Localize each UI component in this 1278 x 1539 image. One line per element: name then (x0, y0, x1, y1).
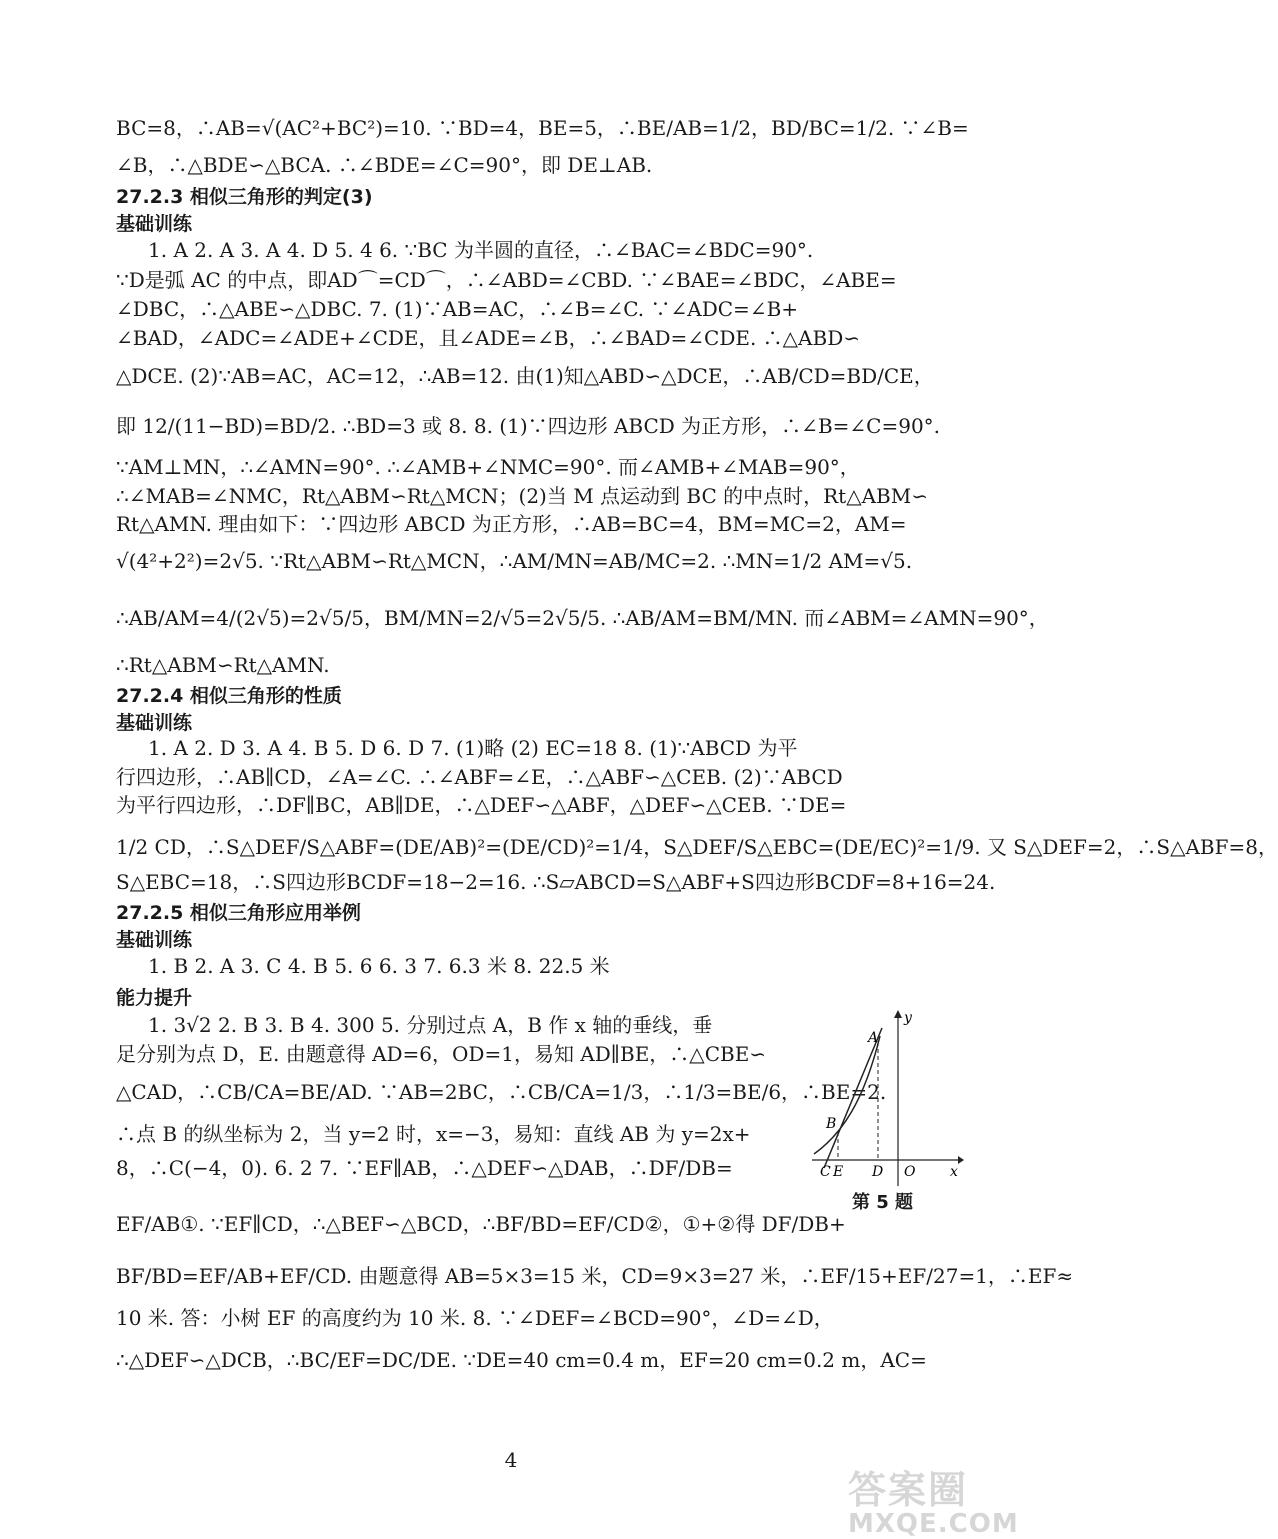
text-line: ∴△DEF∽△DCB，∴BC/EF=DC/DE. ∵DE=40 cm=0.4 m，EF=20 cm=0.2 m，AC= (116, 1348, 927, 1372)
section-title: 27.2.3 相似三角形的判定(3) (116, 186, 373, 208)
text-line: EF/AB①. ∵EF∥CD，∴△BEF∽△BCD，∴BF/BD=EF/CD②，①+②得 DF/DB+ (116, 1212, 846, 1236)
text-line: ∠DBC，∴△ABE∽△DBC. 7. (1)∵AB=AC，∴∠B=∠C. ∵∠ADC=∠B+ (116, 297, 799, 321)
text-line: 1. A 2. D 3. A 4. B 5. D 6. D 7. (1)略 (2) EC=18 8. (1)∵ABCD 为平 (148, 736, 798, 760)
text-line: 1. B 2. A 3. C 4. B 5. 6 6. 3 7. 6.3 米 8. 22.5 米 (148, 954, 610, 978)
text-line: ∴AB/AM=4/(2√5)=2√5/5，BM/MN=2/√5=2√5/5. ∴AB/AM=BM/MN. 而∠ABM=∠AMN=90°， (116, 606, 1049, 630)
point-label-D: D (872, 1164, 884, 1180)
point-label-A: A (868, 1030, 879, 1046)
figure-caption: 第 5 题 (852, 1192, 914, 1213)
text-line: ∴点 B 的纵坐标为 2，当 y=2 时，x=−3，易知：直线 AB 为 y=2x+ (116, 1122, 751, 1146)
text-line: √(4²+2²)=2√5. ∵Rt△ABM∽Rt△MCN，∴AM/MN=AB/MC=2. ∴MN=1/2 AM=√5. (116, 549, 913, 573)
text-line: ∵AM⊥MN，∴∠AMN=90°. ∴∠AMB+∠NMC=90°. 而∠AMB+∠MAB=90°， (116, 455, 860, 479)
section-subtitle: 基础训练 (116, 213, 193, 235)
text-line: △DCE. (2)∵AB=AC，AC=12，∴AB=12. 由(1)知△ABD∽△DCE，∴AB/CD=BD/CE， (116, 364, 934, 388)
text-line: 10 米. 答：小树 EF 的高度约为 10 米. 8. ∵∠DEF=∠BCD=90°，∠D=∠D， (116, 1306, 834, 1330)
section-title: 27.2.5 相似三角形应用举例 (116, 902, 361, 924)
text-line: 1/2 CD，∴S△DEF/S△ABF=(DE/AB)²=(DE/CD)²=1/4，S△DEF/S△EBC=(DE/EC)²=1/9. 又 S△DEF=2，∴S△ABF=8， (116, 835, 1278, 859)
text-line: Rt△AMN. 理由如下：∵四边形 ABCD 为正方形，∴AB=BC=4，BM=MC=2，AM= (116, 512, 907, 536)
watermark-text: 答案圈 (848, 1468, 969, 1512)
section-title: 27.2.4 相似三角形的性质 (116, 685, 342, 707)
text-line: ∴Rt△ABM∽Rt△AMN. (116, 653, 330, 677)
text-line: ∵D是弧 AC 的中点，即AD⌒=CD⌒，∴∠ABD=∠CBD. ∵∠BAE=∠BDC，∠ABE= (116, 268, 897, 292)
point-label-C: C (820, 1164, 831, 1180)
text-line: 1. 3√2 2. B 3. B 4. 300 5. 分别过点 A，B 作 x 轴的垂线，垂 (148, 1013, 713, 1037)
text-line: 1. A 2. A 3. A 4. D 5. 4 6. ∵BC 为半圆的直径，∴∠BAC=∠BDC=90°. (148, 238, 814, 262)
problem-5-figure (812, 1006, 964, 1186)
point-label-E: E (833, 1164, 844, 1180)
text-line: 为平行四边形，∴DF∥BC，AB∥DE，∴△DEF∽△ABF，△DEF∽△CEB. ∵DE= (116, 793, 847, 817)
text-line: △CAD，∴CB/CA=BE/AD. ∵AB=2BC，∴CB/CA=1/3，∴1/3=BE/6，∴BE=2. (116, 1080, 887, 1104)
watermark (848, 1470, 1019, 1538)
point-label-O: O (904, 1164, 916, 1180)
axis-label-y: y (904, 1010, 912, 1026)
text-line: 即 12/(11−BD)=BD/2. ∴BD=3 或 8. 8. (1)∵四边形 ABCD 为正方形，∴∠B=∠C=90°. (116, 414, 941, 438)
text-line: S△EBC=18，∴S四边形BCDF=18−2=16. ∴S▱ABCD=S△ABF+S四边形BCDF=8+16=24. (116, 870, 996, 894)
point-label-B: B (826, 1116, 837, 1132)
axis-label-x: x (950, 1164, 958, 1180)
text-line: 足分别为点 D，E. 由题意得 AD=6，OD=1，易知 AD∥BE，∴△CBE∽ (116, 1042, 767, 1066)
text-line: ∠BAD，∠ADC=∠ADE+∠CDE，且∠ADE=∠B，∴∠BAD=∠CDE. ∴△ABD∽ (116, 326, 860, 350)
section-subtitle: 能力提升 (116, 987, 193, 1009)
text-line: ∴∠MAB=∠NMC，Rt△ABM∽Rt△MCN；(2)当 M 点运动到 BC 的中点时，Rt△ABM∽ (116, 484, 928, 508)
text-line: BF/BD=EF/AB+EF/CD. 由题意得 AB=5×3=15 米，CD=9×3=27 米，∴EF/15+EF/27=1，∴EF≈ (116, 1264, 1074, 1288)
section-subtitle: 基础训练 (116, 929, 193, 951)
text-line: BC=8，∴AB=√(AC²+BC²)=10. ∵BD=4，BE=5，∴BE/AB=1/2，BD/BC=1/2. ∵∠B= (116, 116, 969, 140)
text-line: ∠B，∴△BDE∽△BCA. ∴∠BDE=∠C=90°，即 DE⊥AB. (116, 153, 653, 177)
page-number: 4 (504, 1448, 518, 1472)
section-subtitle: 基础训练 (116, 712, 193, 734)
text-line: 行四边形，∴AB∥CD，∠A=∠C. ∴∠ABF=∠E，∴△ABF∽△CEB. (2)∵ABCD (116, 765, 843, 789)
watermark-url: MXQE.COM (848, 1509, 1019, 1539)
text-line: 8，∴C(−4，0). 6. 2 7. ∵EF∥AB，∴△DEF∽△DAB，∴DF/DB= (116, 1156, 733, 1180)
